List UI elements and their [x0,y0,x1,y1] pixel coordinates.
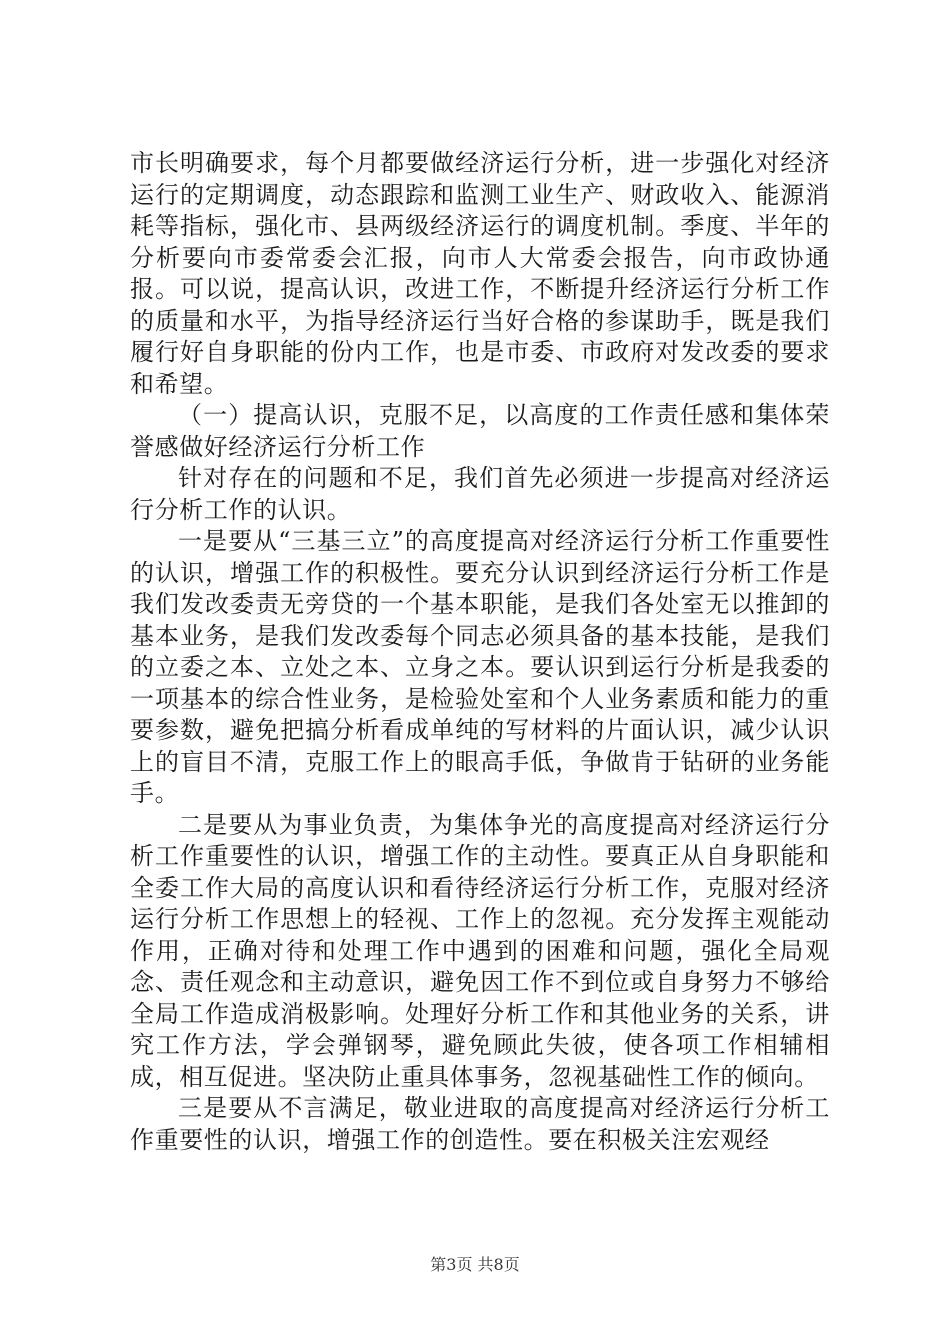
paragraph-point-one: 一是要从“三基三立”的高度提高对经济运行分析工作重要性的认识，增强工作的积极性。要充分认识到经济运行分析工作是我们发改委责无旁贷的一个基本职能，是我们各处室无以推卸的基本业务，是我们发改委每个同志必须具备的基本技能，是我们的立委之本、立处之本、立身之本。要认识到运行分析是我委的一项基本的综合性业务，是检验处室和个人业务素质和能力的重要参数，避免把搞分析看成单纯的写材料的片面认识，减少认识上的盲目不清，克服工作上的眼高手低，争做肯于钻研的业务能手。 [130,527,830,807]
paragraph-point-three: 三是要从不言满足，敬业进取的高度提高对经济运行分析工作重要性的认识，增强工作的创造性。要在积极关注宏观经 [130,1094,830,1154]
section-heading: （一）提高认识，克服不足，以高度的工作责任感和集体荣誉感做好经济运行分析工作 [130,401,830,461]
paragraph-continuation: 市长明确要求，每个月都要做经济运行分析，进一步强化对经济运行的定期调度，动态跟踪和监测工业生产、财政收入、能源消耗等指标，强化市、县两级经济运行的调度机制。季度、半年的分析要向市委常委会汇报，向市人大常委会报告，向市政协通报。可以说，提高认识，改进工作，不断提升经济运行分析工作的质量和水平，为指导经济运行当好合格的参谋助手，既是我们履行好自身职能的份内工作，也是市委、市政府对发改委的要求和希望。 [130,149,830,398]
page-footer: 第3页 共8页 [430,1255,520,1274]
paragraph-intro: 针对存在的问题和不足，我们首先必须进一步提高对经济运行分析工作的认识。 [130,464,830,524]
paragraph-point-two: 二是要从为事业负责，为集体争光的高度提高对经济运行分析工作重要性的认识，增强工作的主动性。要真正从自身职能和全委工作大局的高度认识和看待经济运行分析工作，克服对经济运行分析工作思想上的轻视、工作上的忽视。充分发挥主观能动作用，正确对待和处理工作中遇到的困难和问题，强化全局观念、责任观念和主动意识，避免因工作不到位或自身努力不够给全局工作造成消极影响。处理好分析工作和其他业务的关系，讲究工作方法，学会弹钢琴，避免顾此失彼，使各项工作相辅相成，相互促进。坚决防止重具体事务，忽视基础性工作的倾向。 [130,810,830,1091]
document-body [130,148,830,1156]
